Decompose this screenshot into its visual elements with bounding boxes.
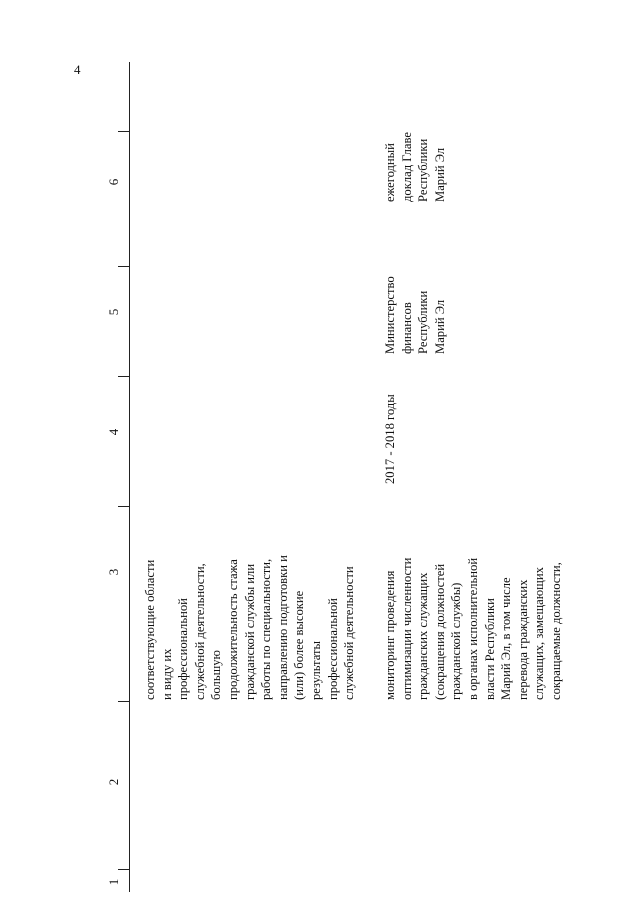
row2-col3-text: мониторинг проведения оптимизации численности гражданских служащих (сокращения должностей гражданской службы) в органах исполнительной власти Республики Марий Эл, в том числе перевода гражданских служащих, замещающих сокращаемые должности, [383,557,563,700]
row2-col6-result: ежегодный доклад Главе Республики Марий Эл [383,132,447,202]
column-number-3: 3 [106,568,121,576]
column-number-1: 1 [106,878,121,886]
rotated-table [100,62,618,892]
row1-col3-text: соответствующие области и виду их профессиональной служебной деятельности, большую продолжительность стажа гражданской службы или работы по специальности, направлению подготовки и (или) более высокие результаты профессиональной служебной деятельности [143,555,357,700]
header-rule [129,62,130,892]
column-number-2: 2 [106,778,121,786]
row2-col4-period: 2017 - 2018 годы [383,394,397,484]
row2-col5-executor: Министерство финансов Республики Марий Эл [383,276,447,354]
page-number: 4 [74,62,81,77]
column-number-5: 5 [106,308,121,316]
column-header-row [100,62,130,892]
column-number-4: 4 [106,428,121,436]
column-number-6: 6 [106,178,121,186]
